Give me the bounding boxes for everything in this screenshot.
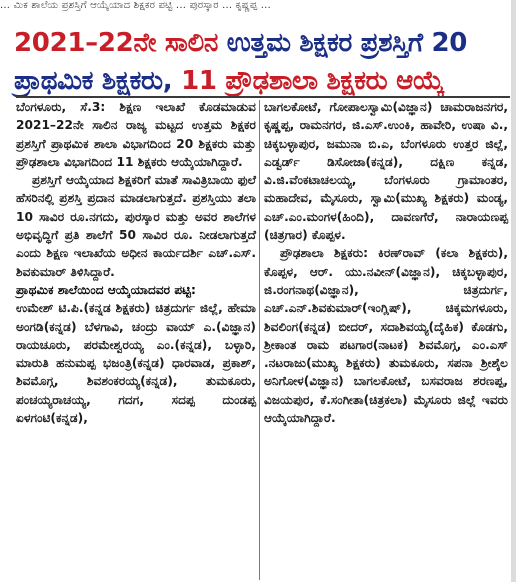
primary-list-paragraph: ಉಮೇಶ್ ಟಿ.ಪಿ.(ಕನ್ನಡ ಶಿಕ್ಷಕರು) ಚಿತ್ರದುರ್ಗ ಜಿಲ್ಲೆ, ಹೇಮಾ ಅಂಗಡಿ(ಕನ್ನಡ) ಬೆಳಗಾವಿ, ಚಂದ್ರು ವಾಯ್ ಎ.(ವಿಜ್ಞಾನ) ರಾಯಚೂರು, ಪರಮೇಶ್ವರಯ್ಯ ಎಂ.(ಕನ್ನಡ), ಬಳ್ಳಾರಿ, ಮಾರುತಿ ಹನುಮಪ್ಪ ಭಜಂತ್ರಿ(ಕನ್ನಡ) ಧಾರವಾಡ, ಪ್ರಕಾಶ್, ಶಿವಮೊಗ್ಗ, ಶಿವಶಂಕರಯ್ಯ(ಕನ್ನಡ), ತುಮಕೂರು, ಪಂಚಯ್ಯರಾಚಯ್ಯ, ಗದಗ, ಸದಪ್ಪ ದುಂಡಪ್ಪ ಏಳಗಂಟಿ(ಕನ್ನಡ), [16, 301, 256, 426]
award-details-paragraph: ಪ್ರಶಸ್ತಿಗೆ ಆಯ್ಕೆಯಾದ ಶಿಕ್ಷಕರಿಗೆ ಮಾತೆ ಸಾವಿತ್ರಿಬಾಯಿ ಫುಲೆ ಹೆಸರಿನಲ್ಲಿ ಪ್ರಶಸ್ತಿ ಪ್ರದಾನ ಮಾಡಲಾಗುತ್ತದೆ. ಪ್ರಶಸ್ತಿಯು ತಲಾ 10 ಸಾವಿರ ರೂ.ನಗದು, ಪುರಸ್ಕಾರ ಮತ್ತು ಅವರ ಶಾಲೆಗಳ ಅಭಿವೃದ್ಧಿಗೆ ಪ್ರತಿ ಶಾಲೆಗೆ 50 ಸಾವಿರ ರೂ. ನೀಡಲಾಗುತ್ತದೆ ಎಂದು ಶಿಕ್ಷಣ ಇಲಾಖೆಯ ಅಧೀನ ಕಾರ್ಯದರ್ಶಿ ಎಚ್.ಎಸ್. ಶಿವಕುಮಾರ್ ತಿಳಿಸಿದ್ದಾರೆ. [16, 173, 256, 279]
primary-list-continued: ಬಾಗಲಕೋಟೆ, ಗೋಪಾಲಸ್ವಾಮಿ(ವಿಜ್ಞಾನ) ಚಾಮರಾಜನಗರ, ಕೃಷ್ಣಪ್ಪ, ರಾಮನಗರ, ಜಿ.ಎಸ್.ಉಂಕಿ, ಹಾವೇರಿ, ಉಷಾ ವಿ., ಚಿಕ್ಕಬಳ್ಳಾಪುರ, ಜಮುನಾ ಬಿ.ಎ, ಬೆಂಗಳೂರು ಉತ್ತರ ಜಿಲ್ಲೆ, ಎಡ್ವರ್ಡ್ ಡಿಸೋಜಾ(ಕನ್ನಡ), ದಕ್ಷಿಣ ಕನ್ನಡ, ವಿ.ಜಿ.ವೆಂಕಟಾಚಲಯ್ಯ, ಬೆಂಗಳೂರು ಗ್ರಾಮಾಂತರ, ಮಹಾದೇವ, ಮೈಸೂರು, ಸ್ವಾಮಿ(ಮುಖ್ಯ ಶಿಕ್ಷಕರು) ಮಂಡ್ಯ, ಎಚ್.ಎಂ.ಮಂಗಳ(ಹಿಂದಿ), ದಾವಣಗೆರೆ, ನಾರಾಯಣಪ್ಪ (ಚಿತ್ರಗಾರ) ಕೊಪ್ಪಳ. [264, 100, 508, 243]
article-left-column [16, 98, 256, 427]
column-divider [259, 100, 260, 580]
clipped-previous-text: ... ಮಿಕ ಶಾಲೆಯ ಪ್ರಶಸ್ತಿಗೆ ಆಯ್ಕೆಯಾದ ಶಿಕ್ಷಕರ ಪಟ್ಟಿ ... ಪುರಸ್ಕಾರ ... ಕೃಷ್ಣಪ್ಪ ... [0, 0, 271, 11]
headline-highschool: 11 ಪ್ರೌಢಶಾಲಾ ಶಿಕ್ಷಕರು ಆಯ್ಕೆ [181, 66, 445, 96]
headline-line-1 [14, 24, 510, 62]
headline-primary: ಪ್ರಾಥಮಿಕ ಶಿಕ್ಷಕರು, [14, 66, 182, 96]
highschool-list-paragraph [264, 244, 508, 427]
headline-year: 2021–22ನೇ ಸಾಲಿನ [14, 28, 218, 58]
article-right-column [264, 98, 508, 427]
page-edge [511, 0, 516, 582]
headline [14, 24, 510, 100]
highschool-list-label: ಪ್ರೌಢಶಾಲಾ ಶಿಕ್ಷಕರು: [280, 246, 368, 261]
headline-line-2 [14, 62, 510, 100]
headline-award: ಉತ್ತಮ ಶಿಕ್ಷಕರ ಪ್ರಶಸ್ತಿಗೆ 20 [217, 28, 468, 58]
highschool-list-names: ಕಿರಣ್‌ರಾವ್ (ಕಲಾ ಶಿಕ್ಷಕರು), ಕೊಪ್ಪಳ, ಆರ್. ಯು.ನವೀನ್(ವಿಜ್ಞಾನ), ಚಿಕ್ಕಬಳ್ಳಾಪುರ, ಜಿ.ರಂಗನಾಥ(ವಿಜ್ಞಾನ), ಚಿತ್ರದುರ್ಗ, ಎಚ್.ಎನ್.ಶಿವಕುಮಾರ್(ಇಂಗ್ಲಿಷ್), ಚಿಕ್ಕಮಗಳೂರು, ಶಿವಲಿಂಗ(ಕನ್ನಡ) ಬೀದರ್, ಸದಾಶಿವಯ್ಯ(ದೈಹಿಕ) ಕೊಡಗು, ಶ್ರೀಕಾಂತ ರಾಮ ಪಟಗಾರ(ನಾಟಕ) ಶಿವಮೊಗ್ಗ, ಎಂ.ಎಸ್ .ನಟರಾಜು(ಮುಖ್ಯ ಶಿಕ್ಷಕರು) ತುಮಕೂರು, ಸಪನಾ ಶ್ರೀಶೈಲ ಅನಿಗೋಳ(ವಿಜ್ಞಾನ) ಬಾಗಲಕೋಟೆ, ಬಸವರಾಜ ಶರಣಪ್ಪ, ವಿಜಯಪುರ, ಕೆ.ಸಂಗೀತಾ(ಚಿತ್ರಕಲಾ) ಮೈಸೂರು ಜಿಲ್ಲೆ ಇವರು ಆಯ್ಕೆಯಾಗಿದ್ದಾರೆ. [264, 246, 508, 426]
lead-paragraph: ಬೆಂಗಳೂರು, ಸೆ.3: ಶಿಕ್ಷಣ ಇಲಾಖೆ ಕೊಡಮಾಡುವ 2021–22ನೇ ಸಾಲಿನ ರಾಜ್ಯ ಮಟ್ಟದ ಉತ್ತಮ ಶಿಕ್ಷಕರ ಪ್ರಶಸ್ತಿಗೆ ಪ್ರಾಥಮಿಕ ಶಾಲಾ ವಿಭಾಗದಿಂದ 20 ಶಿಕ್ಷಕರು ಮತ್ತು ಪ್ರೌಢಶಾಲಾ ವಿಭಾಗದಿಂದ 11 ಶಿಕ್ಷಕರು ಆಯ್ಕೆಯಾಗಿದ್ದಾರೆ. [16, 100, 256, 169]
primary-list-subheading: ಪ್ರಾಥಮಿಕ ಶಾಲೆಯಿಂದ ಆಯ್ಕೆಯಾದವರ ಪಟ್ಟಿ: [16, 282, 196, 297]
